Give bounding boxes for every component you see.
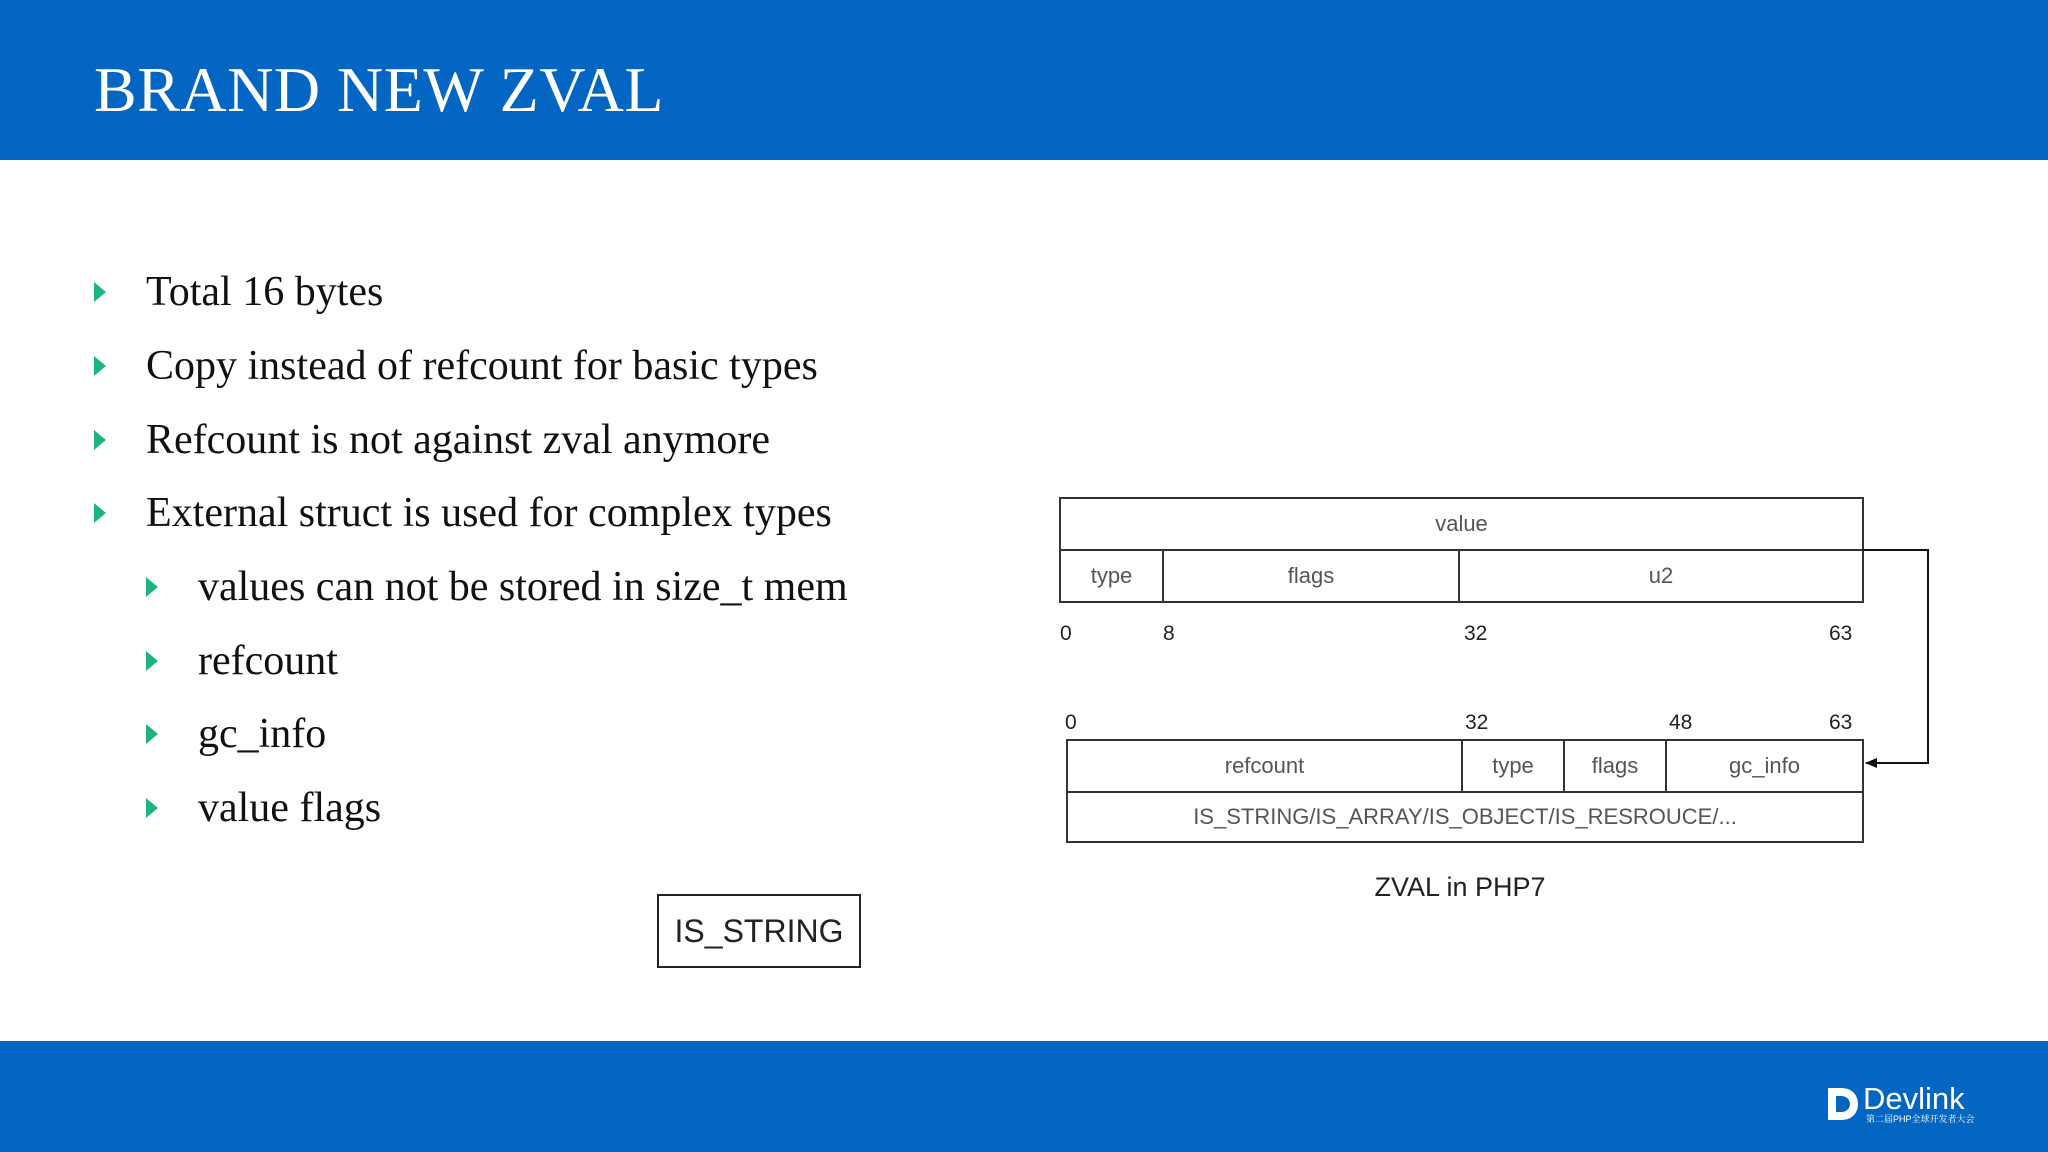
bullet-text: Refcount is not against zval anymore: [146, 417, 770, 463]
bullet-text: gc_info: [198, 711, 327, 757]
bullet-text: values can not be stored in size_t mem: [198, 564, 848, 610]
bullet-item: [94, 255, 383, 329]
bullet-item: [94, 403, 770, 477]
sub-bullet-item: [146, 697, 326, 771]
is-string-box: IS_STRING: [657, 894, 861, 968]
zval-tick-label: 32: [1464, 622, 1488, 645]
refcounted-tick-label: 48: [1669, 711, 1693, 734]
zval-tick-label: 63: [1829, 622, 1853, 645]
bullet-text: Total 16 bytes: [146, 269, 384, 315]
slide-title: BRAND NEW ZVAL: [94, 54, 664, 125]
devlink-logo-icon: [1826, 1086, 1860, 1122]
zval-value-cell: value: [1062, 500, 1861, 548]
zval-tick-label: 0: [1060, 622, 1072, 645]
triangle-bullet-icon: [146, 577, 158, 597]
triangle-bullet-icon: [94, 430, 106, 450]
pointer-connector: [1863, 550, 1928, 763]
sub-bullet-item: [146, 771, 381, 845]
header-bar: [0, 0, 2048, 160]
bullet-text: External struct is used for complex types: [146, 490, 832, 536]
sub-bullet-item: [146, 624, 338, 698]
zval-tick-label: 8: [1163, 622, 1175, 645]
brand-subtitle: 第二届PHP全球开发者大会: [1866, 1114, 1975, 1124]
diagram-caption: ZVAL in PHP7: [1374, 872, 1546, 902]
refcounted-flags-cell: flags: [1566, 742, 1664, 790]
bullet-text: Copy instead of refcount for basic types: [146, 343, 818, 389]
bullet-text: refcount: [198, 638, 338, 684]
zval-u2-cell: u2: [1461, 552, 1861, 600]
zval-flags-cell: flags: [1165, 552, 1457, 600]
footer-bar: [0, 1041, 2048, 1152]
sub-bullet-item: [146, 550, 848, 624]
triangle-bullet-icon: [146, 798, 158, 818]
refcounted-tick-label: 63: [1829, 711, 1853, 734]
triangle-bullet-icon: [94, 503, 106, 523]
type-list-cell: IS_STRING/IS_ARRAY/IS_OBJECT/IS_RESROUCE/...: [1069, 794, 1861, 840]
triangle-bullet-icon: [146, 651, 158, 671]
bullet-item: [94, 476, 832, 550]
zval-type-cell: type: [1062, 552, 1161, 600]
triangle-bullet-icon: [94, 282, 106, 302]
gc-info-cell: gc_info: [1668, 742, 1861, 790]
brand-name: Devlink: [1863, 1081, 1965, 1116]
triangle-bullet-icon: [146, 724, 158, 744]
refcount-cell: refcount: [1069, 742, 1460, 790]
refcounted-tick-label: 0: [1065, 711, 1077, 734]
refcounted-type-cell: type: [1464, 742, 1562, 790]
triangle-bullet-icon: [94, 356, 106, 376]
bullet-item: [94, 329, 818, 403]
devlink-logo: [1826, 1083, 1986, 1127]
bullet-text: value flags: [198, 785, 382, 831]
refcounted-tick-label: 32: [1465, 711, 1489, 734]
